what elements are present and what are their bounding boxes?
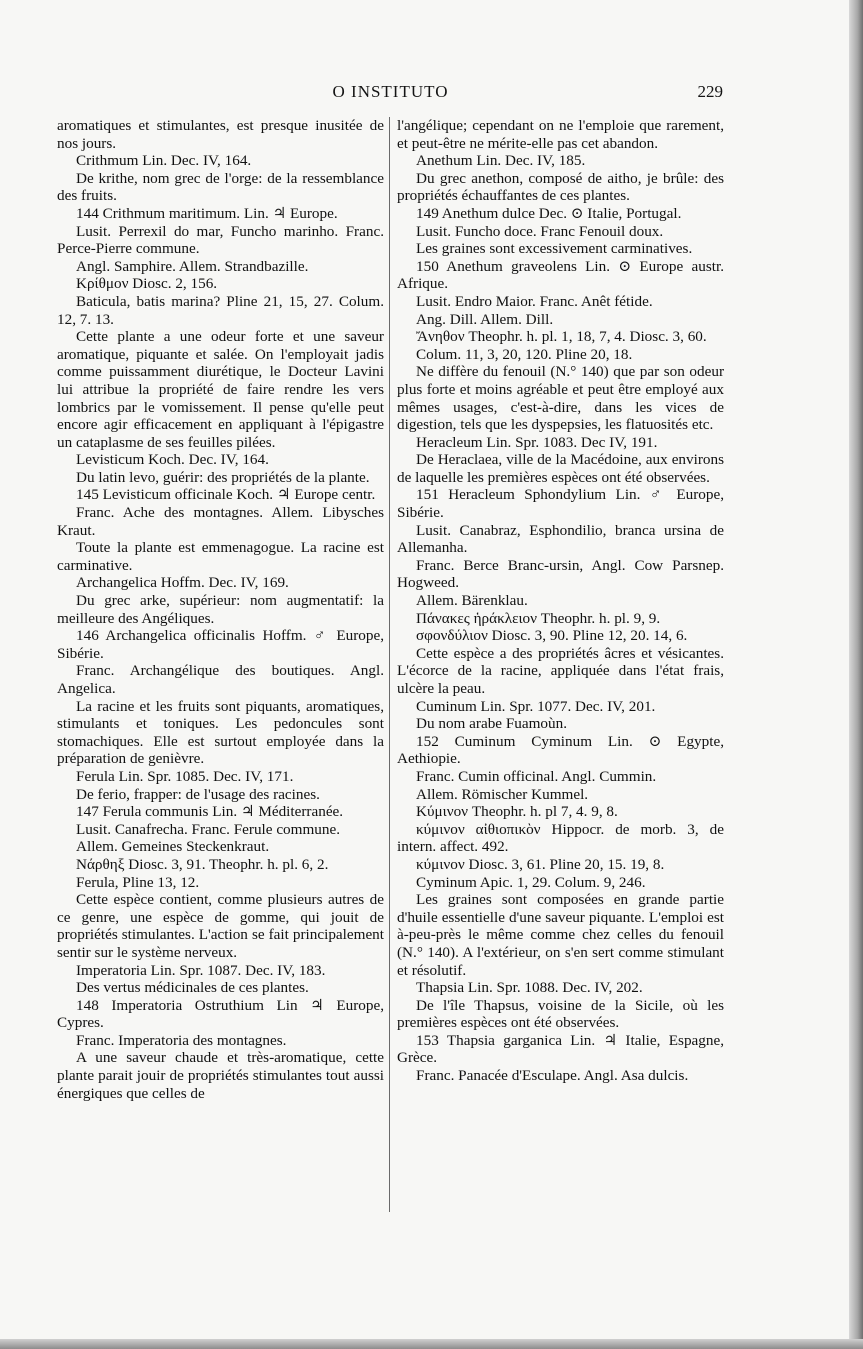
running-header: [58, 82, 723, 106]
vernacular-names: Lusit. Endro Maior. Franc. Anêt fétide.: [416, 292, 653, 310]
right-column: [397, 117, 724, 1085]
species-entry: 148 Imperatoria Ostruthium Lin ♃ Europe, Cypres.: [57, 996, 384, 1032]
vernacular-names: Franc. Archangélique des boutiques. Angl. Angelica.: [57, 662, 384, 697]
vernacular-names: Lusit. Canabraz, Esphondilio, branca ursina de Allemanha.: [397, 521, 724, 557]
etymology: Du latin levo, guérir: des propriétés de la plante.: [76, 468, 370, 486]
classical-reference: Ἄνηθον Theophr. h. pl. 1, 18, 7, 4. Diosc. 3, 60.: [416, 328, 707, 346]
description: Cette plante a une odeur forte et une saveur aromatique, piquante et salée. On l'employait jadis comme puissamment diurétique, le Docteur Lavini lui attribue la propriété de faire rendre les vers lombrics par le vomissement. Il pense qu'elle peut encore agir efficacement en appliquant à l'épigastre un cataplasme de ses feuilles pilées.: [57, 328, 384, 451]
etymology: Des vertus médicinales de ces plantes.: [76, 979, 309, 997]
classical-reference: Πάνακες ἡράκλειον Theophr. h. pl. 9, 9.: [416, 609, 661, 627]
classical-reference: σφονδύλιον Diosc. 3, 90. Pline 12, 20. 14, 6.: [416, 627, 688, 645]
etymology: Du nom arabe Fuamoùn.: [416, 715, 567, 733]
species-entry: 147 Ferula communis Lin. ♃ Méditerranée.: [76, 803, 344, 821]
species-entry: 150 Anethum graveolens Lin. ⊙ Europe austr. Afrique.: [397, 257, 724, 293]
classical-reference: Κρίθμον Diosc. 2, 156.: [76, 275, 218, 293]
genus-heading: Cuminum Lin. Spr. 1077. Dec. IV, 201.: [416, 697, 656, 715]
description: Toute la plante est emmenagogue. La racine est carminative.: [57, 539, 384, 574]
scan-right-edge: [849, 0, 863, 1349]
description: Ne diffère du fenouil (N.° 140) que par son odeur plus forte et moins agréable et peut être employé aux mêmes usages, c'est-à-dire, dans les vices de digestion, tels que les dyspepsies, les flatuosités etc.: [397, 363, 724, 434]
etymology: Du grec anethon, composé de aitho, je brûle: des propriétés échauffantes de ces plantes.: [397, 169, 724, 205]
classical-reference: Ferula, Pline 13, 12.: [76, 873, 200, 891]
species-entry: 144 Crithmum maritimum. Lin. ♃ Europe.: [76, 204, 338, 222]
species-entry: 151 Heracleum Sphondylium Lin. ♂ Europe, Sibérie.: [397, 486, 724, 522]
paragraph: aromatiques et stimulantes, est presque inusitée de nos jours.: [57, 117, 384, 152]
vernacular-names: Allem. Römischer Kummel.: [416, 785, 589, 803]
vernacular-names: Lusit. Canafrecha. Franc. Ferule commune.: [76, 820, 341, 838]
column-rule: [389, 117, 390, 1212]
vernacular-names: Ang. Dill. Allem. Dill.: [416, 310, 554, 328]
classical-reference: Colum. 11, 3, 20, 120. Pline 20, 18.: [416, 345, 633, 363]
etymology: De l'île Thapsus, voisine de la Sicile, où les premières espèces ont été observées.: [397, 996, 724, 1032]
description: Cette espèce a des propriétés âcres et vésicantes. L'écorce de la racine, appliquée dans l'état frais, ulcère la peau.: [397, 644, 724, 697]
description: Les graines sont composées en grande partie d'huile essentielle d'une saveur piquante. L'emploi est à-peu-près le même comme chez celles du fenouil (N.° 140). A l'extérieur, on s'en sert comme stimulant et résolutif.: [397, 891, 724, 979]
vernacular-names: Franc. Berce Branc-ursin, Angl. Cow Parsnep. Hogweed.: [397, 556, 724, 592]
etymology: De Heraclaea, ville de la Macédoine, aux environs de laquelle les premières espèces ont été observées.: [397, 451, 724, 486]
species-entry: 146 Archangelica officinalis Hoffm. ♂ Europe, Sibérie.: [57, 627, 384, 662]
classical-reference: Baticula, batis marina? Pline 21, 15, 27. Colum. 12, 7. 13.: [57, 292, 384, 328]
description: Les graines sont excessivement carminatives.: [416, 240, 693, 258]
genus-heading: Archangelica Hoffm. Dec. IV, 169.: [76, 574, 289, 592]
genus-heading: Levisticum Koch. Dec. IV, 164.: [76, 451, 269, 469]
etymology: De ferio, frapper: de l'usage des racines.: [76, 785, 320, 803]
description: La racine et les fruits sont piquants, aromatiques, stimulants et toniques. Les pedoncules sont stomachiques. Elle est surtout employée dans la préparation de genièvre.: [57, 697, 384, 768]
left-column: [57, 117, 384, 1102]
vernacular-names: Lusit. Funcho doce. Franc Fenouil doux.: [416, 222, 664, 240]
genus-heading: Thapsia Lin. Spr. 1088. Dec. IV, 202.: [416, 979, 643, 997]
description: A une saveur chaude et très-aromatique, cette plante parait jouir de propriétés stimulantes tout aussi énergiques que celles de: [57, 1049, 384, 1102]
classical-reference: Νάρθηξ Diosc. 3, 91. Theophr. h. pl. 6, 2.: [76, 855, 329, 873]
species-entry: 149 Anethum dulce Dec. ⊙ Italie, Portugal.: [416, 204, 682, 222]
vernacular-names: Franc. Imperatoria des montagnes.: [76, 1031, 287, 1049]
classical-reference: Κύμινον Theophr. h. pl 7, 4. 9, 8.: [416, 803, 618, 821]
scan-bottom-edge: [0, 1339, 863, 1349]
vernacular-names: Allem. Gemeines Steckenkraut.: [76, 838, 270, 856]
genus-heading: Imperatoria Lin. Spr. 1087. Dec. IV, 183.: [76, 961, 326, 979]
species-entry: 145 Levisticum officinale Koch. ♃ Europe centr.: [76, 486, 376, 504]
page-number: 229: [697, 82, 723, 101]
description: Cette espèce contient, comme plusieurs autres de ce genre, une espèce de gomme, qui jouit de propriétés stimulantes. L'action se fait principalement sentir sur le système nerveux.: [57, 891, 384, 961]
genus-heading: Crithmum Lin. Dec. IV, 164.: [76, 152, 252, 170]
genus-heading: Ferula Lin. Spr. 1085. Dec. IV, 171.: [76, 767, 294, 785]
etymology: De krithe, nom grec de l'orge: de la ressemblance des fruits.: [57, 169, 384, 205]
species-entry: 152 Cuminum Cyminum Lin. ⊙ Egypte, Aethiopie.: [397, 732, 724, 768]
vernacular-names: Franc. Cumin officinal. Angl. Cummin.: [416, 767, 657, 785]
classical-reference: κύμινον Diosc. 3, 61. Pline 20, 15. 19, 8.: [416, 855, 665, 873]
vernacular-names: Franc. Ache des montagnes. Allem. Libysches Kraut.: [57, 504, 384, 539]
vernacular-names: Allem. Bärenklau.: [416, 592, 528, 610]
vernacular-names: Franc. Panacée d'Esculape. Angl. Asa dulcis.: [416, 1067, 689, 1085]
vernacular-names: Angl. Samphire. Allem. Strandbazille.: [76, 257, 309, 275]
classical-reference: Cyminum Apic. 1, 29. Colum. 9, 246.: [416, 873, 646, 891]
journal-title: O INSTITUTO: [332, 82, 449, 101]
etymology: Du grec arke, supérieur: nom augmentatif: la meilleure des Angéliques.: [57, 592, 384, 627]
paragraph: l'angélique; cependant on ne l'emploie que rarement, et peut-être ne mérite-elle pas cet abandon.: [397, 117, 724, 152]
vernacular-names: Lusit. Perrexil do mar, Funcho marinho. Franc. Perce-Pierre commune.: [57, 222, 384, 258]
genus-heading: Heracleum Lin. Spr. 1083. Dec IV, 191.: [416, 433, 658, 451]
classical-reference: κύμινον αἰθιοπικὸν Hippocr. de morb. 3, de intern. affect. 492.: [397, 820, 724, 856]
species-entry: 153 Thapsia garganica Lin. ♃ Italie, Espagne, Grèce.: [397, 1031, 724, 1067]
genus-heading: Anethum Lin. Dec. IV, 185.: [416, 152, 586, 170]
